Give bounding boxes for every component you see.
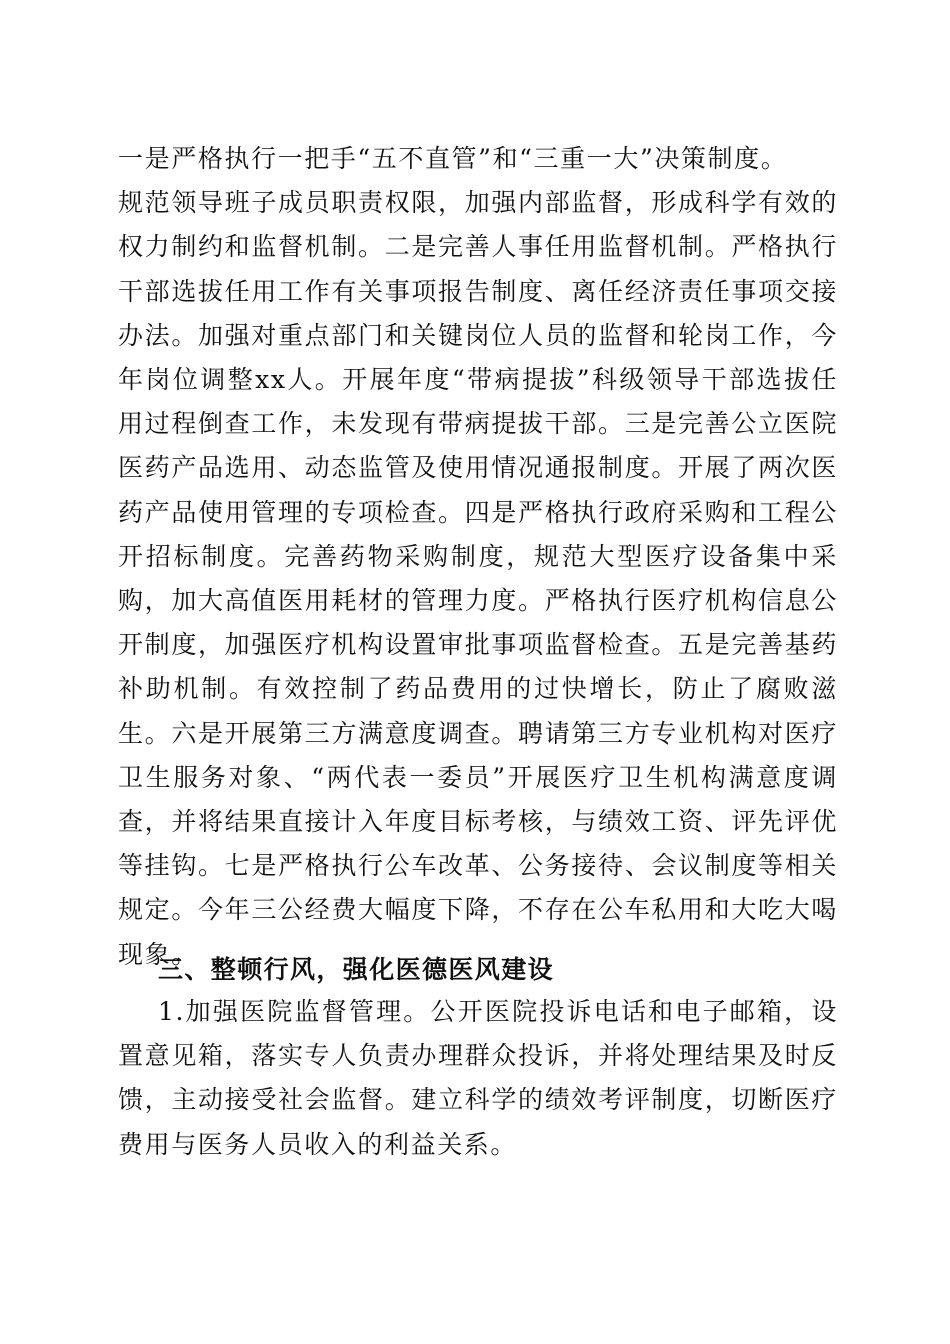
body-paragraph-2: 1.加强医院监督管理。公开医院投诉电话和电子邮箱，设置意见箱，落实专人负责办理群众投诉，并将处理结果及时反馈，主动接受社会监督。建立科学的绩效考评制度，切断医疗费用与医务人员收入的利益关系。 <box>118 997 838 1159</box>
section-heading: 三、整顿行风，强化医德医风建设 <box>158 955 555 984</box>
paragraph-1-text: 规范领导班子成员职责权限，加强内部监督，形成科学有效的权力制约和监督机制。二是完善人事任用监督机制。严格执行干部选拔任用工作有关事项报告制度、离任经济责任事项交接办法。加强对重点部门和关键岗位人员的监督和轮岗工作，今年岗位调整xx人。开展年度“带病提拔”科级领导干部选拔任用过程倒查工作，未发现有带病提拔干部。三是完善公立医院医药产品选用、动态监管及使用情况通报制度。开展了两次医药产品使用管理的专项检查。四是严格执行政府采购和工程公开招标制度。完善药物采购制度，规范大型医疗设备集中采购，加大高值医用耗材的管理力度。严格执行医疗机构信息公开制度，加强医疗机构设置审批事项监督检查。五是完善基药补助机制。有效控制了药品费用的过快增长，防止了腐败滋生。六是开展第三方满意度调查。聘请第三方专业机构对医疗卫生服务对象、“两代表一委员”开展医疗卫生机构满意度调查，并将结果直接计入年度目标考核，与绩效工资、评先评优等挂钩。七是严格执行公车改革、公务接待、会议制度等相关规定。今年三公经费大幅度下降，不存在公车私用和大吃大喝现象。 <box>118 188 838 969</box>
body-paragraph-1 <box>118 137 838 977</box>
paragraph-1-first-line: 一是严格执行一把手“五不直管”和“三重一大”决策制度。 <box>118 144 788 173</box>
